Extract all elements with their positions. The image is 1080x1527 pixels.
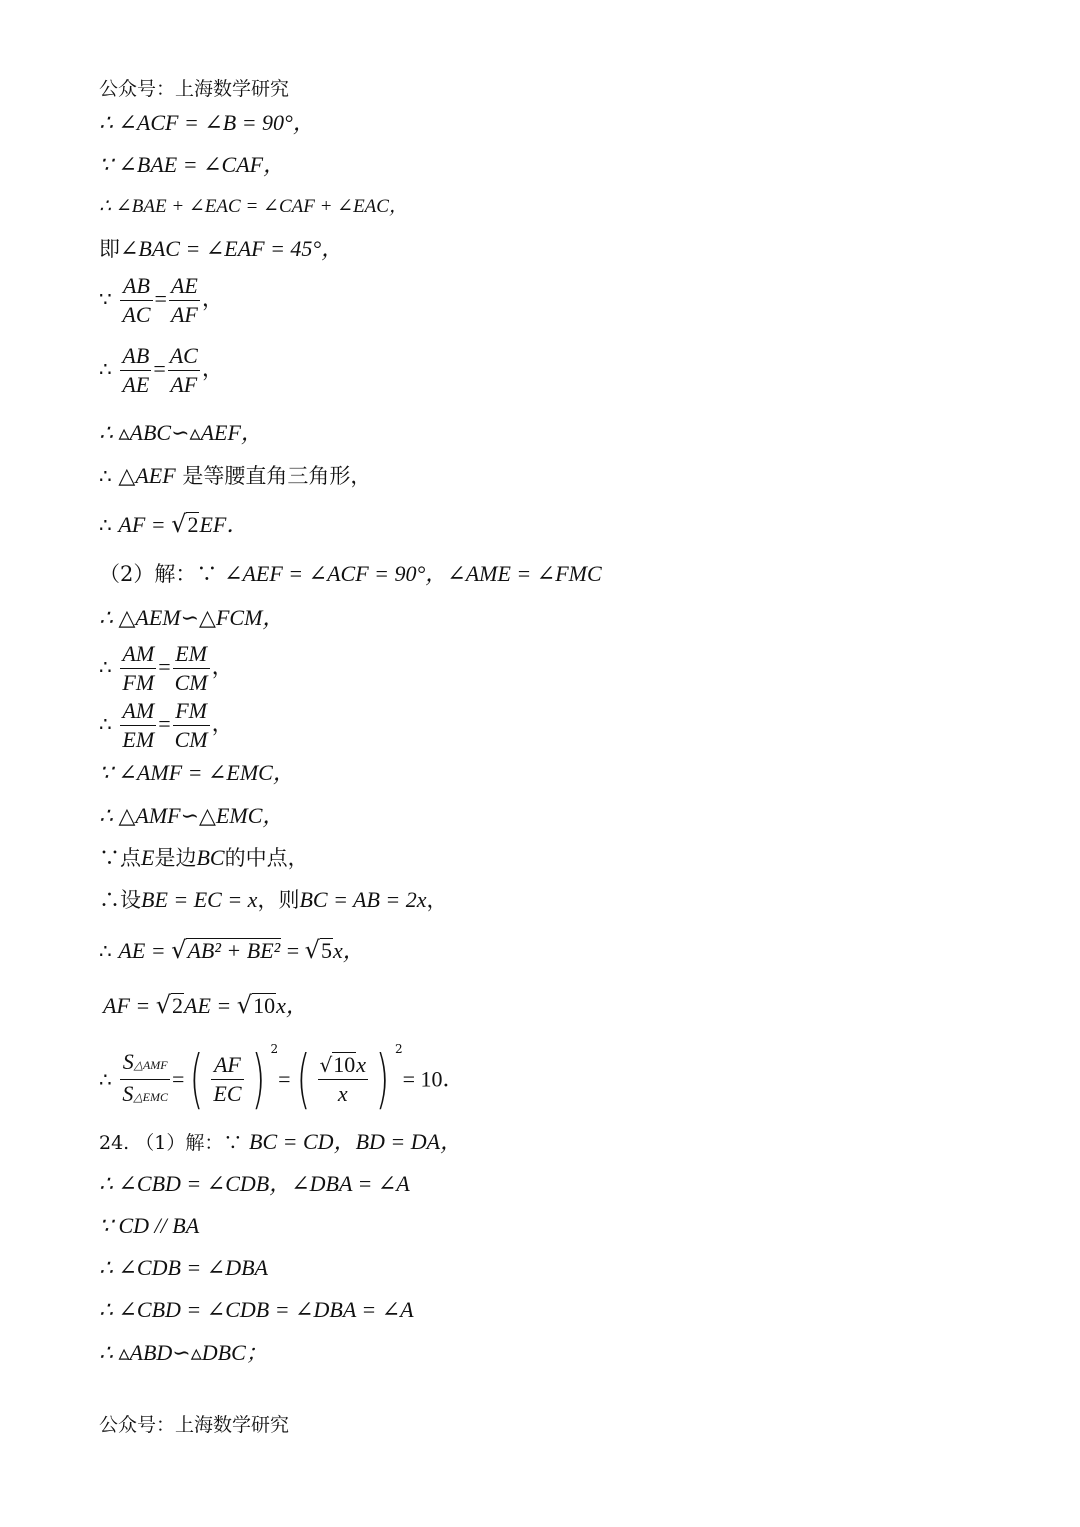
- line-8-expr: △AEF: [118, 463, 176, 488]
- line-17: [99, 889, 448, 911]
- radicand: AB² + BE²: [187, 938, 281, 963]
- radicand: 2: [187, 512, 199, 537]
- line-10: [99, 563, 602, 585]
- line-4-expr: ∠BAC = ∠EAF = 45°，: [120, 236, 344, 261]
- page-footer: 公众号：上海数学研究: [99, 1414, 290, 1436]
- line-15: ∴ △AMF∽△EMC，: [99, 803, 285, 828]
- line-9: ∴ AF = √2EF．: [99, 510, 249, 538]
- radicand: 5: [320, 938, 332, 963]
- text: ，则: [257, 888, 300, 912]
- text: ∵点: [99, 846, 141, 870]
- radicand: 2: [172, 993, 184, 1018]
- text: S: [122, 1081, 134, 1106]
- expr: BE = EC = x: [141, 887, 258, 912]
- line-18: ∴ AE = √AB² + BE² = √5x，: [99, 936, 365, 964]
- fraction: $\frac{FM}{CM}$: [174, 698, 208, 752]
- page-header: 公众号：上海数学研究: [99, 78, 290, 100]
- line-7: ∴ ▵ABC∽▵AEF，: [99, 420, 263, 445]
- line-13: ∴ $\frac{AM}{EM}$ = $\frac{FM}{CM}$ ，: [99, 698, 234, 752]
- result: = 10．: [402, 1066, 465, 1092]
- question-label: 24. （1）解：∵: [99, 1132, 243, 1154]
- expr: x，: [332, 938, 365, 963]
- subscript: △EMC: [133, 1090, 168, 1104]
- radicand: 10: [253, 993, 276, 1018]
- line-3: ∴ ∠BAE + ∠EAC = ∠CAF + ∠EAC，: [99, 196, 408, 217]
- fraction: $\frac{AM}{EM}$: [122, 698, 155, 752]
- line-23: ∵ CD // BA: [99, 1213, 200, 1238]
- line-24: ∴ ∠CDB = ∠DBA: [99, 1255, 268, 1280]
- area-ratio-fraction: [120, 1048, 170, 1111]
- subscript: △AMF: [133, 1058, 168, 1072]
- line-22: ∴ ∠CBD = ∠CDB，∠DBA = ∠A: [99, 1171, 410, 1196]
- expr: BC = AB = 2x: [299, 887, 427, 912]
- expr: BC = CD，BD = DA，: [249, 1129, 463, 1154]
- line-26: ∴ ▵ABD∽▵DBC；: [99, 1340, 268, 1365]
- fraction: $\frac{AF}{EC}$: [213, 1052, 242, 1106]
- text: ，: [426, 888, 448, 912]
- expr: AF =: [103, 993, 156, 1018]
- line-9-tail: EF．: [199, 512, 249, 537]
- line-14: ∵ ∠AMF = ∠EMC，: [99, 760, 295, 785]
- line-1: ∴ ∠ACF = ∠B = 90°，: [99, 110, 315, 135]
- fraction: $\frac{EM}{CM}$: [174, 641, 208, 695]
- radicand: 10: [333, 1052, 356, 1077]
- fraction: $\frac{AB}{AC}$: [122, 273, 151, 327]
- line-4: [99, 238, 343, 260]
- text: 的中点，: [224, 846, 309, 870]
- fraction: $\frac{AC}{AF}$: [169, 343, 198, 397]
- text: x: [356, 1052, 367, 1077]
- line-10-expr: ∠AEF = ∠ACF = 90°，∠AME = ∠FMC: [224, 561, 602, 586]
- line-2: ∵ ∠BAE = ∠CAF，: [99, 152, 286, 177]
- line-20: ∴ $\frac{\text{S△AMF}}{\text{S△EMC}}$ =( $\frac{AF}{EC}$ ) $^2$=( $\frac{√10x}{x}$ ) $^2$= 10．: [99, 1042, 465, 1117]
- expr: x，: [276, 993, 308, 1018]
- line-16: [99, 847, 309, 869]
- line-25: ∴ ∠CBD = ∠CDB = ∠DBA = ∠A: [99, 1297, 414, 1322]
- line-9-expr: AF =: [118, 512, 172, 537]
- line-12: ∴ $\frac{AM}{FM}$ = $\frac{EM}{CM}$ ，: [99, 641, 234, 695]
- line-4-prefix: 即: [99, 237, 120, 261]
- equals: =: [281, 938, 305, 963]
- fraction: $\frac{AM}{FM}$: [122, 641, 155, 695]
- line-21: [99, 1131, 462, 1153]
- line-10-label: （2）解：∵: [99, 562, 218, 586]
- segment-label: BC: [196, 845, 225, 870]
- fraction: $\frac{AB}{AE}$: [122, 343, 150, 397]
- text: ∴设: [99, 888, 141, 912]
- line-5: ∵ $\frac{AB}{AC}$ = $\frac{AE}{AF}$ ，: [99, 273, 224, 327]
- fraction: $\frac{AE}{AF}$: [170, 273, 198, 327]
- fraction: $\frac{√10x}{x}$: [319, 1052, 367, 1106]
- line-8: ∴ △AEF 是等腰直角三角形，: [99, 463, 372, 488]
- text: S: [122, 1049, 134, 1074]
- text: 是边: [154, 846, 197, 870]
- expr: AE =: [118, 938, 172, 963]
- line-11: ∴ △AEM∽△FCM，: [99, 605, 285, 630]
- line-6: ∴ $\frac{AB}{AE}$ = $\frac{AC}{AF}$ ，: [99, 343, 224, 397]
- line-8-text: 是等腰直角三角形，: [182, 464, 372, 488]
- expr: AE =: [184, 993, 237, 1018]
- line-19: AF = √2AE = √10x，: [103, 991, 308, 1019]
- point-label: E: [141, 845, 155, 870]
